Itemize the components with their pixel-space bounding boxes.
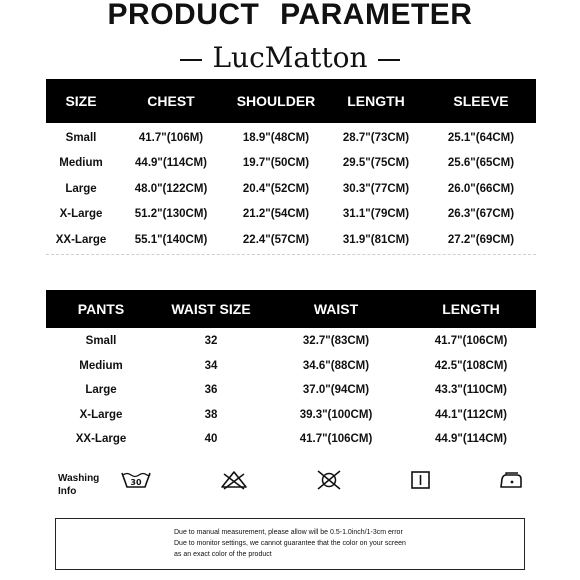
table-cell: 42.5"(108CM) (434, 359, 508, 372)
brand-dash-right (378, 59, 400, 61)
table-row (46, 427, 536, 452)
brand-text: LucMatton (212, 41, 368, 74)
brand-name (0, 41, 580, 74)
table-row (46, 125, 536, 151)
pants-table-header (46, 290, 536, 328)
table-cell: 43.3"(110CM) (435, 384, 507, 397)
table-cell: 18.9"(48CM) (242, 131, 310, 144)
header-length: LENGTH (347, 93, 405, 109)
table-cell: 41.7"(106M) (138, 131, 204, 144)
table-cell: Small (65, 131, 97, 144)
table-cell: 20.4"(52CM) (242, 182, 310, 195)
table-cell: 41.7"(106CM) (434, 335, 508, 348)
header-pants: PANTS (77, 301, 125, 317)
table-cell: 32.7"(83CM) (302, 335, 370, 348)
table-cell: 38 (204, 408, 218, 421)
table-cell: 40 (204, 433, 218, 446)
table-cell: 55.1"(140CM) (134, 233, 208, 246)
header-sleeve: SLEEVE (453, 93, 509, 109)
brand-dash-left (180, 59, 202, 61)
table-cell: 26.0"(66CM) (447, 182, 515, 195)
table-cell: 41.7"(106CM) (299, 433, 373, 446)
table-cell: XX-Large (55, 233, 107, 246)
header-waist: WAIST (313, 301, 359, 317)
table-cell: 44.9"(114CM) (435, 433, 507, 446)
shirt-table-body (46, 123, 536, 253)
table-cell: 29.5"(75CM) (342, 157, 410, 170)
pants-table-body (46, 328, 536, 452)
table-row (46, 378, 536, 403)
note-line: Due to monitor settings, we cannot guarantee that the color on your screen (174, 540, 406, 547)
table-cell: 21.2"(54CM) (242, 208, 310, 221)
table-row (46, 329, 536, 354)
table-cell: 19.7"(50CM) (242, 157, 310, 170)
table-cell: 31.9"(81CM) (342, 233, 410, 246)
washing-label-line1: Washing (58, 473, 100, 484)
table-cell: 36 (204, 384, 218, 397)
table-cell: X-Large (79, 408, 123, 421)
measurement-note (55, 518, 525, 570)
table-cell: 51.2"(130CM) (134, 208, 208, 221)
washing-label-line2: Info (58, 486, 77, 497)
no-tumble-dry-icon (316, 470, 342, 490)
wash-30-icon (120, 470, 152, 490)
table-cell: 25.6"(65CM) (447, 157, 515, 170)
table-cell: 44.1"(112CM) (435, 408, 507, 421)
table-cell: 31.1"(79CM) (342, 208, 410, 221)
table-cell: 28.7"(73CM) (342, 131, 410, 144)
table-cell: 22.4"(57CM) (242, 233, 310, 246)
table-cell: 32 (204, 335, 218, 348)
table-row (46, 151, 536, 177)
table-row (46, 227, 536, 253)
table-cell: 30.3"(77CM) (342, 182, 410, 195)
table-cell: Large (85, 384, 117, 397)
table-cell: X-Large (59, 208, 103, 221)
table-cell: Large (65, 182, 97, 195)
table-cell: Small (85, 335, 117, 348)
shirt-table-header (46, 79, 536, 123)
table-cell: Medium (79, 359, 123, 372)
low-iron-icon (498, 470, 524, 490)
table-cell: 25.1"(64CM) (447, 131, 515, 144)
table-cell: XX-Large (75, 433, 127, 446)
header-shoulder: SHOULDER (236, 93, 316, 109)
table-cell: 34 (204, 359, 218, 372)
page-title: PRODUCT PARAMETER (107, 0, 473, 31)
table-row (46, 202, 536, 228)
table-cell: 27.2"(69CM) (447, 233, 515, 246)
wash-temperature: 30 (130, 478, 142, 487)
table-cell: Medium (59, 157, 103, 170)
table-cell: 34.6"(88CM) (302, 359, 370, 372)
washing-info-label (58, 472, 99, 498)
header-chest: CHEST (147, 93, 195, 109)
table-row (46, 176, 536, 202)
table-row (46, 403, 536, 428)
header-length: LENGTH (442, 301, 500, 317)
note-line: as an exact color of the product (174, 551, 272, 558)
table-cell: 26.3"(67CM) (447, 208, 515, 221)
table-divider (46, 254, 536, 255)
table-row (46, 354, 536, 379)
note-line: Due to manual measurement, please allow will be 0.5-1.0inch/1-3cm error (174, 529, 403, 536)
drip-dry-icon (410, 470, 432, 490)
no-bleach-icon (220, 470, 248, 490)
table-cell: 44.9"(114CM) (135, 157, 207, 170)
header-size: SIZE (65, 93, 97, 109)
header-waist-size: WAIST SIZE (171, 301, 251, 317)
table-cell: 37.0"(94CM) (302, 384, 370, 397)
table-cell: 48.0"(122CM) (134, 182, 208, 195)
table-cell: 39.3"(100CM) (299, 408, 373, 421)
